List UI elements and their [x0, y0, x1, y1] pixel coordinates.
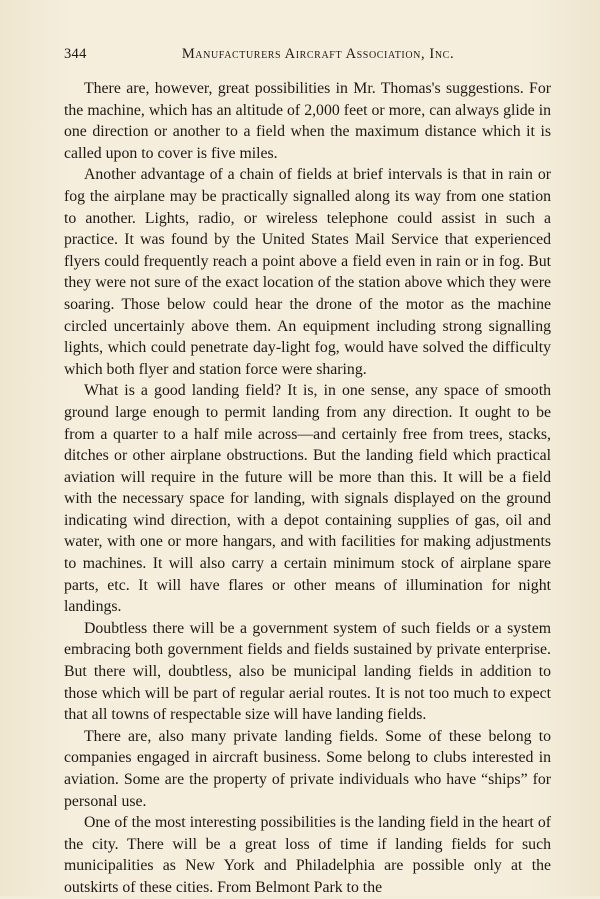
paragraph: One of the most interesting possibilities is the landing field in the heart of the city. There will be a great loss of time if landing fields for such municipalities as New York and Philadelphia are possible only at the outskirts of these cities. From Belmont Park to the [64, 814, 551, 896]
paragraph: Doubtless there will be a government system of such fields or a system embracing both government fields and fields sustained by private enterprise. But there will, doubtless, also be municipal landing fields in addition to those which will be part of regular aerial routes. It is not too much to expect that all towns of respectable size will have landing fields. [64, 619, 551, 724]
paragraph: There are, also many private landing fields. Some of these belong to companies engaged in aircraft business. Some belong to clubs interested in aviation. Some are the property of private individuals who have “ships” for personal use. [64, 727, 551, 810]
running-head: Manufacturers Aircraft Association, Inc. [181, 46, 455, 62]
paragraph: Another advantage of a chain of fields at brief intervals is that in rain or fog the airplane may be practically signalled along its way from one station to another. Lights, radio, or wireless telephone could assist in such a practice. It was found by the United States Mail Service that experienced flyers could frequently reach a point above a field even in rain or in fog. But they were not sure of the exact location of the station above which they were soaring. Those below could hear the drone of the motor as the machine circled uncertainly above them. An equipment including strong signalling lights, which could penetrate day-light fog, would have solved the difficulty which both flyer and station force were sharing. [64, 166, 551, 378]
paragraph: There are, however, great possibilities in Mr. Thomas's suggestions. For the machine, which has an altitude of 2,000 feet or more, can always glide in one direction or another to a field when the maximum distance which it is called upon to cover is five miles. [64, 80, 551, 162]
body-text [64, 78, 551, 899]
paragraph: What is a good landing field? It is, in one sense, any space of smooth ground large enough to permit landing from any direction. It ought to be from a quarter to a half mile across—and certainly free from trees, stacks, ditches or other airplane obstructions. But the landing field which practical aviation will require in the future will be more than this. It will be a field with the necessary space for landing, with signals displayed on the ground indicating wind direction, with a depot containing supplies of gas, oil and water, with one or more hangars, and with facilities for making adjustments to machines. It will also carry a certain minimum stock of airplane spare parts, etc. It will have flares or other means of illumination for night landings. [64, 382, 551, 616]
page-number: 344 [64, 46, 87, 62]
